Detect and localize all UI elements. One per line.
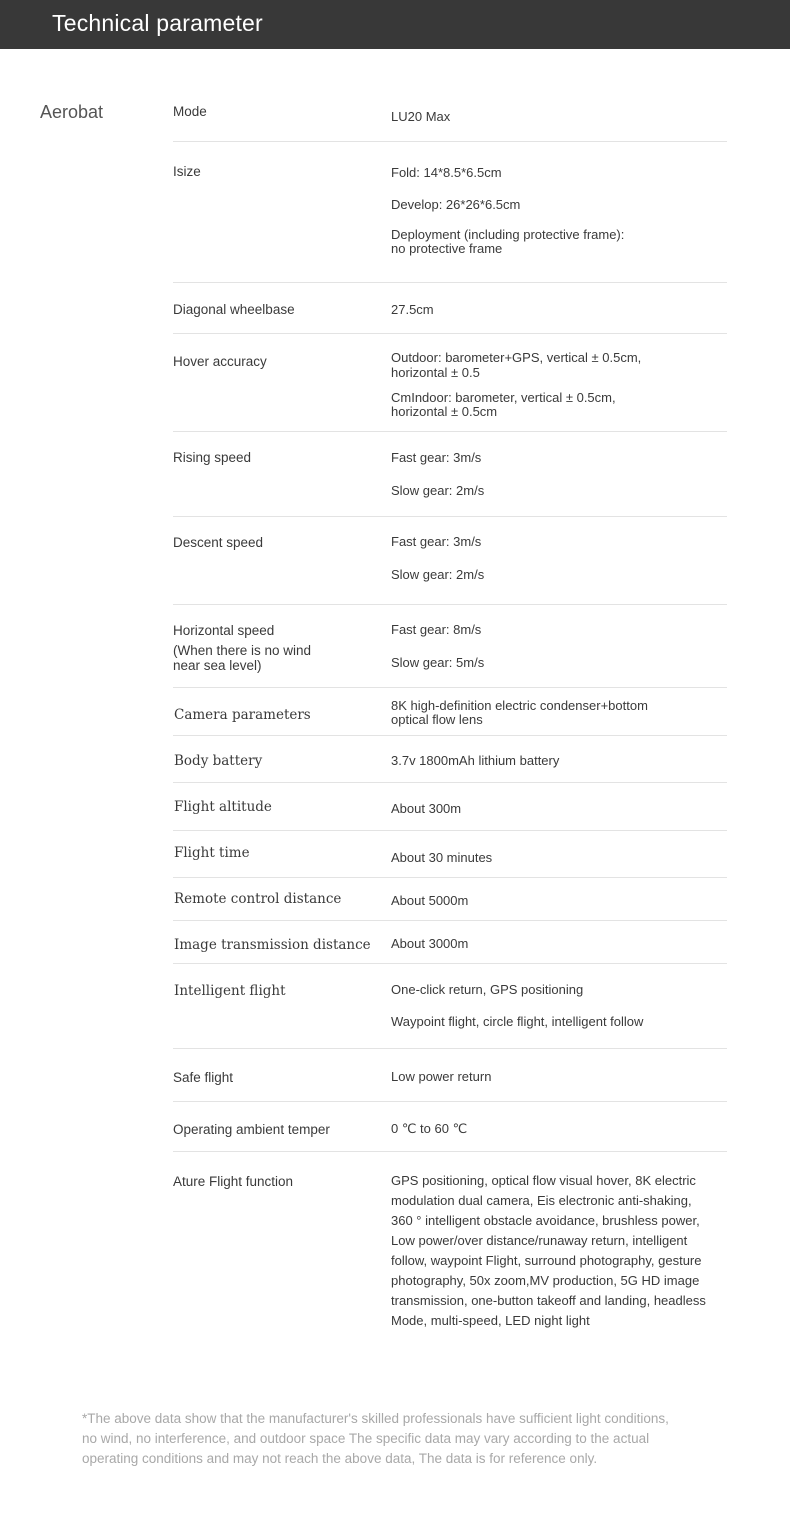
row-divider: [173, 431, 727, 432]
spec-label-battery: Body battery: [174, 753, 263, 769]
spec-value-transmission: About 3000m: [391, 936, 469, 951]
spec-value-descent-fast: Fast gear: 3m/s: [391, 534, 482, 549]
row-divider: [173, 963, 727, 964]
spec-label-hover: Hover accuracy: [173, 354, 267, 369]
spec-label-wheelbase: Diagonal wheelbase: [173, 302, 295, 317]
spec-value-time: About 30 minutes: [391, 850, 493, 865]
spec-value-intelligent-2: Waypoint flight, circle flight, intelligent follow: [391, 1014, 644, 1029]
spec-label-descent: Descent speed: [173, 535, 264, 550]
row-divider: [173, 1151, 727, 1152]
spec-label-transmission: Image transmission distance: [174, 937, 371, 953]
row-divider: [173, 877, 727, 878]
spec-label-altitude: Flight altitude: [174, 799, 272, 815]
spec-value-camera-1: 8K high-definition electric condenser+bottom: [391, 698, 648, 713]
spec-label-horizontal-note: (When there is no wind: [173, 643, 312, 658]
spec-value-rising-fast: Fast gear: 3m/s: [391, 450, 482, 465]
spec-value-function-1: GPS positioning, optical flow visual hover, 8K electric: [391, 1173, 696, 1188]
spec-value-function-3: 360 ° intelligent obstacle avoidance, brushless power,: [391, 1213, 700, 1228]
row-divider: [173, 604, 727, 605]
row-divider: [173, 687, 727, 688]
header-bar: [0, 0, 790, 49]
spec-value-hover-3: CmIndoor: barometer, vertical ± 0.5cm,: [391, 390, 616, 405]
spec-value-horizontal-slow: Slow gear: 5m/s: [391, 655, 485, 670]
spec-value-function-7: transmission, one-button takeoff and landing, headless: [391, 1293, 706, 1308]
spec-value-rising-slow: Slow gear: 2m/s: [391, 483, 485, 498]
spec-label-intelligent: Intelligent flight: [174, 983, 286, 999]
spec-value-function-4: Low power/over distance/runaway return, intelligent: [391, 1233, 688, 1248]
spec-value-safe: Low power return: [391, 1069, 492, 1084]
row-divider: [173, 1101, 727, 1102]
row-divider: [173, 1048, 727, 1049]
spec-label-isize: Isize: [173, 164, 201, 179]
spec-value-camera-2: optical flow lens: [391, 712, 483, 727]
footnote-line: no wind, no interference, and outdoor space The specific data may vary according to the actual: [82, 1431, 650, 1446]
row-divider: [173, 735, 727, 736]
spec-label-remote: Remote control distance: [174, 891, 342, 907]
spec-label-rising: Rising speed: [173, 450, 252, 465]
footnote-line: operating conditions and may not reach the above data, The data is for reference only.: [82, 1451, 598, 1466]
spec-value-mode: LU20 Max: [391, 109, 451, 124]
spec-label-horizontal-note-2: near sea level): [173, 658, 262, 673]
section-label: Aerobat: [40, 102, 104, 122]
row-divider: [173, 830, 727, 831]
spec-value-hover-4: horizontal ± 0.5cm: [391, 404, 498, 419]
spec-label-safe: Safe flight: [173, 1070, 234, 1085]
row-divider: [173, 141, 727, 142]
spec-value-descent-slow: Slow gear: 2m/s: [391, 567, 485, 582]
spec-value-isize-deployment: Deployment (including protective frame):: [391, 227, 625, 242]
footnote-line: *The above data show that the manufacturer's skilled professionals have sufficient light conditions,: [82, 1411, 669, 1426]
spec-value-intelligent-1: One-click return, GPS positioning: [391, 982, 584, 997]
page-title: Technical parameter: [52, 10, 263, 36]
spec-value-wheelbase: 27.5cm: [391, 302, 434, 317]
spec-label-ambient: Operating ambient temper: [173, 1122, 330, 1137]
spec-value-hover-1: Outdoor: barometer+GPS, vertical ± 0.5cm,: [391, 350, 642, 365]
spec-value-hover-2: horizontal ± 0.5: [391, 365, 480, 380]
spec-label-function: Ature Flight function: [173, 1174, 294, 1189]
spec-value-battery: 3.7v 1800mAh lithium battery: [391, 753, 560, 768]
spec-value-isize-develop: Develop: 26*26*6.5cm: [391, 197, 521, 212]
spec-value-function-8: Mode, multi-speed, LED night light: [391, 1313, 590, 1328]
spec-value-isize-deployment-2: no protective frame: [391, 241, 503, 256]
disclaimer-footnote: [82, 1409, 722, 1469]
spec-value-ambient: 0 ℃ to 60 ℃: [391, 1121, 468, 1136]
spec-label-mode: Mode: [173, 104, 207, 119]
spec-value-horizontal-fast: Fast gear: 8m/s: [391, 622, 482, 637]
row-divider: [173, 282, 727, 283]
spec-value-function-6: photography, 50x zoom,MV production, 5G HD image: [391, 1273, 700, 1288]
row-divider: [173, 333, 727, 334]
spec-value-remote: About 5000m: [391, 893, 469, 908]
spec-label-horizontal: Horizontal speed: [173, 623, 275, 638]
spec-label-time: Flight time: [174, 845, 250, 861]
spec-value-function-2: modulation dual camera, Eis electronic anti-shaking,: [391, 1193, 692, 1208]
spec-value-altitude: About 300m: [391, 801, 462, 816]
spec-value-isize-fold: Fold: 14*8.5*6.5cm: [391, 165, 502, 180]
row-divider: [173, 920, 727, 921]
row-divider: [173, 782, 727, 783]
spec-value-function-5: follow, waypoint Flight, surround photography, gesture: [391, 1253, 702, 1268]
spec-label-camera: Camera parameters: [174, 707, 311, 723]
row-divider: [173, 516, 727, 517]
